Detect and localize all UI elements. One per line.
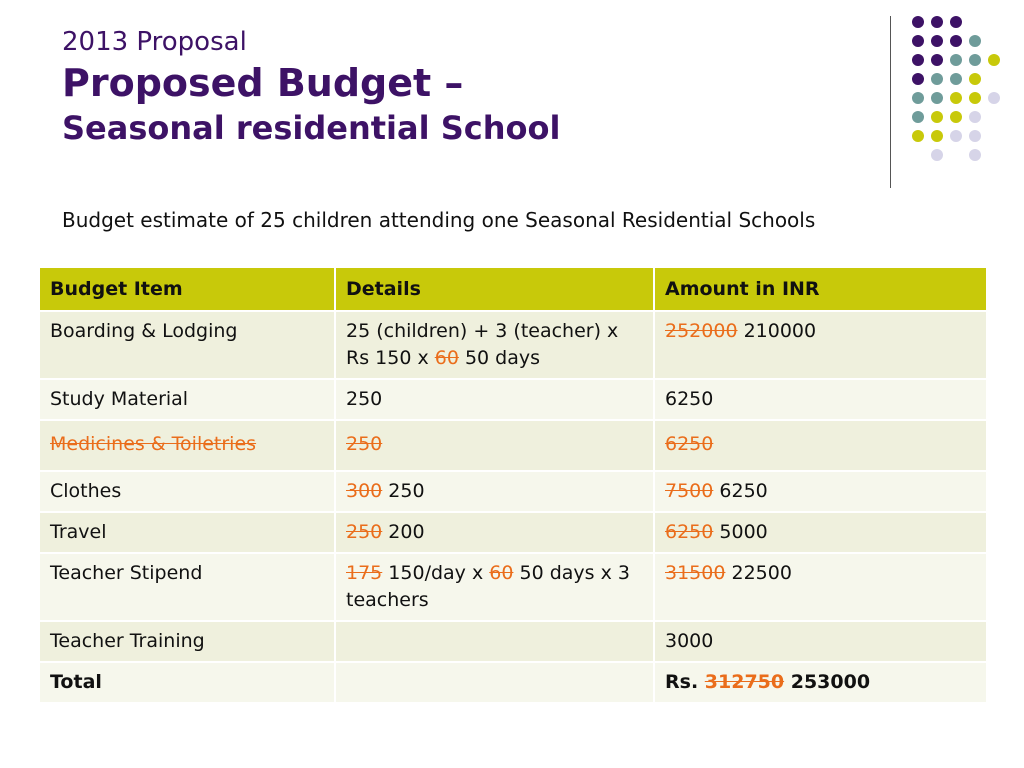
- struck-value: 7500: [665, 480, 714, 502]
- table-header-row: [39, 267, 987, 311]
- cell-amount: [654, 512, 987, 553]
- decor-dot: [912, 92, 924, 104]
- header-budget-item: Budget Item: [39, 267, 335, 311]
- decor-dot: [969, 54, 981, 66]
- amount-prefix: Rs.: [665, 671, 705, 693]
- struck-value: 6250: [665, 433, 714, 455]
- title-line-1: 2013 Proposal: [62, 27, 247, 57]
- cell-details: [335, 420, 654, 471]
- cell-item: Boarding & Lodging: [39, 311, 335, 379]
- table-row: [39, 553, 987, 621]
- table-row: [39, 471, 987, 512]
- cell-amount: [654, 420, 987, 471]
- struck-value: 31500: [665, 562, 726, 584]
- details-text: 50 days: [458, 347, 541, 369]
- struck-value: 250: [346, 433, 383, 455]
- amount-value: 210000: [737, 320, 817, 342]
- cell-details: [335, 311, 654, 379]
- decor-dot: [931, 35, 943, 47]
- header-details: Details: [335, 267, 654, 311]
- decor-dot: [912, 130, 924, 142]
- details-text: 50 days x 3 teachers: [346, 562, 630, 611]
- table-row-total: [39, 662, 987, 703]
- decor-dot: [969, 35, 981, 47]
- decor-dot: [931, 73, 943, 85]
- decor-dot: [988, 54, 1000, 66]
- amount-value: 6250: [713, 480, 768, 502]
- cell-amount: [654, 471, 987, 512]
- decor-dot: [950, 16, 962, 28]
- cell-item: Teacher Training: [39, 621, 335, 662]
- decorative-divider: [890, 16, 891, 188]
- decor-dot: [969, 149, 981, 161]
- table-row: [39, 311, 987, 379]
- cell-item: Travel: [39, 512, 335, 553]
- budget-subtitle: Budget estimate of 25 children attending one Seasonal Residential Schools: [62, 208, 816, 232]
- amount-value: 253000: [784, 671, 871, 693]
- decor-dot: [931, 130, 943, 142]
- struck-value: 175: [346, 562, 383, 584]
- cell-amount: [654, 553, 987, 621]
- struck-value: 252000: [665, 320, 738, 342]
- decor-dot: [931, 149, 943, 161]
- details-text: 150/day x: [382, 562, 490, 584]
- decor-dot: [912, 54, 924, 66]
- table-row: [39, 379, 987, 420]
- cell-details: [335, 662, 654, 703]
- decor-dot: [969, 111, 981, 123]
- slide-title: [62, 24, 862, 150]
- details-text: 250: [382, 480, 425, 502]
- header-amount: Amount in INR: [654, 267, 987, 311]
- struck-value: Medicines & Toiletries: [50, 433, 257, 455]
- decor-dot: [950, 73, 962, 85]
- cell-details: [335, 512, 654, 553]
- decor-dot: [912, 73, 924, 85]
- decor-dot: [931, 54, 943, 66]
- table-row: [39, 621, 987, 662]
- title-line-3: Seasonal residential School: [62, 109, 561, 147]
- decor-dot: [988, 92, 1000, 104]
- decor-dot: [912, 111, 924, 123]
- decor-dot: [950, 54, 962, 66]
- table-row: [39, 420, 987, 471]
- decor-dot: [950, 111, 962, 123]
- struck-value: 250: [346, 521, 383, 543]
- cell-amount: [654, 662, 987, 703]
- budget-table: [38, 266, 988, 704]
- struck-value: 300: [346, 480, 383, 502]
- decor-dot: [912, 35, 924, 47]
- cell-details: [335, 553, 654, 621]
- decor-dot: [950, 130, 962, 142]
- cell-item: Total: [39, 662, 335, 703]
- cell-details: [335, 471, 654, 512]
- details-text: 200: [382, 521, 425, 543]
- cell-item: Clothes: [39, 471, 335, 512]
- amount-value: 5000: [713, 521, 768, 543]
- cell-item: Study Material: [39, 379, 335, 420]
- cell-amount: [654, 311, 987, 379]
- decor-dot: [969, 130, 981, 142]
- decor-dot: [950, 35, 962, 47]
- decor-dot: [969, 92, 981, 104]
- cell-details: [335, 621, 654, 662]
- cell-item: [39, 420, 335, 471]
- decor-dot: [931, 111, 943, 123]
- cell-amount: 6250: [654, 379, 987, 420]
- decor-dot: [931, 16, 943, 28]
- cell-item: Teacher Stipend: [39, 553, 335, 621]
- table-row: [39, 512, 987, 553]
- decorative-dot-grid: [904, 12, 1004, 172]
- struck-value: 60: [434, 347, 459, 369]
- struck-value: 60: [489, 562, 514, 584]
- amount-value: 22500: [725, 562, 792, 584]
- decor-dot: [912, 16, 924, 28]
- decor-dot: [950, 92, 962, 104]
- struck-value: 6250: [665, 521, 714, 543]
- details-text: 25 (children) + 3 (teacher) x Rs 150 x: [346, 320, 619, 369]
- struck-value: 312750: [704, 671, 785, 693]
- decor-dot: [969, 73, 981, 85]
- decor-dot: [931, 92, 943, 104]
- title-line-2: Proposed Budget –: [62, 61, 464, 105]
- cell-details: 250: [335, 379, 654, 420]
- cell-amount: 3000: [654, 621, 987, 662]
